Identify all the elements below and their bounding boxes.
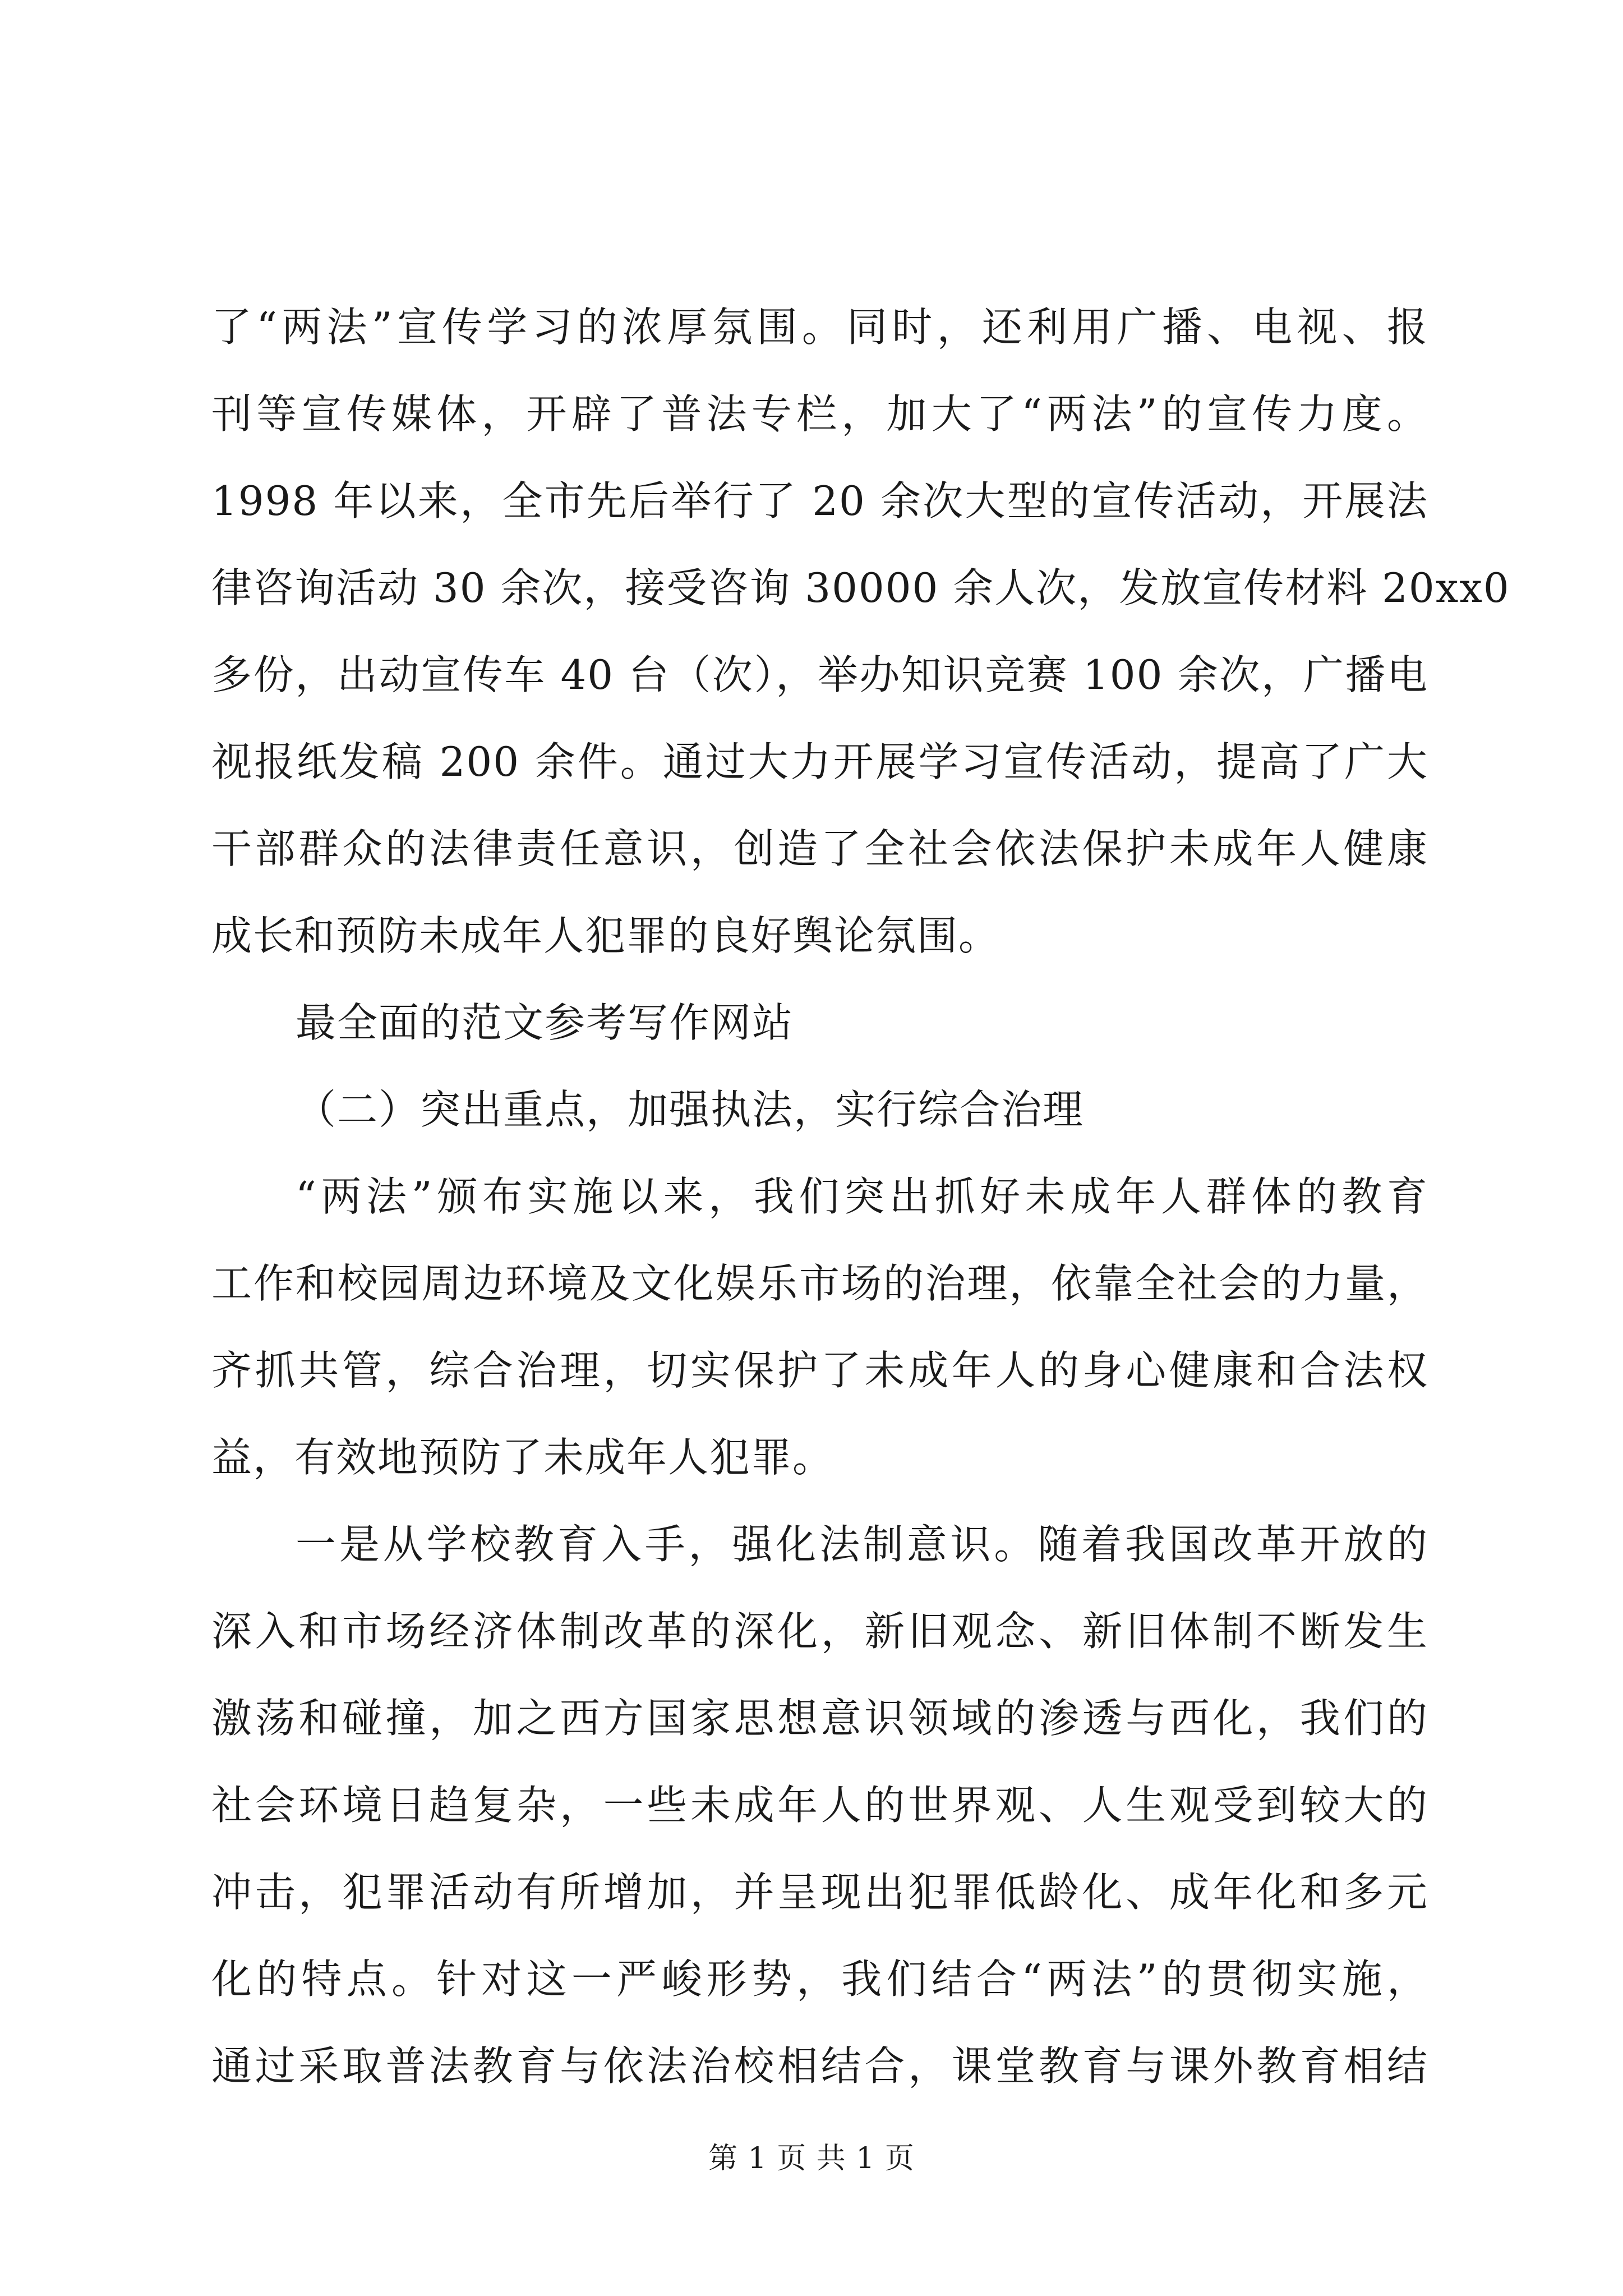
page-number: 第 1 页 共 1 页 xyxy=(708,2142,915,2175)
text-line: 通过采取普法教育与依法治校相结合，课堂教育与课外教育相结 xyxy=(211,2042,1428,2090)
text-line: 激荡和碰撞，加之西方国家思想意识领域的渗透与西化，我们的 xyxy=(211,1694,1428,1742)
text-line: 深入和市场经济体制改革的深化，新旧观念、新旧体制不断发生 xyxy=(211,1607,1428,1655)
text-line: 1998 年以来，全市先后举行了 20 余次大型的宣传活动，开展法 xyxy=(211,477,1428,524)
text-line: 一是从学校教育入手，强化法制意识。随着我国改革开放的 xyxy=(296,1520,1428,1568)
text-line: 视报纸发稿 200 余件。通过大力开展学习宣传活动，提高了广大 xyxy=(211,738,1428,785)
text-line: 了“两法”宣传学习的浓厚氛围。同时，还利用广播、电视、报 xyxy=(211,303,1428,351)
text-line: 多份，出动宣传车 40 台（次），举办知识竞赛 100 余次，广播电 xyxy=(211,651,1428,698)
section-heading: （二）突出重点，加强执法，实行综合治理 xyxy=(296,1085,1085,1133)
text-line: 化的特点。针对这一严峻形势，我们结合“两法”的贯彻实施， xyxy=(211,1955,1428,2003)
text-line: 益，有效地预防了未成年人犯罪。 xyxy=(211,1433,834,1481)
website-note: 最全面的范文参考写作网站 xyxy=(296,999,794,1046)
text-line: 冲击，犯罪活动有所增加，并呈现出犯罪低龄化、成年化和多元 xyxy=(211,1868,1428,1916)
text-line: 刊等宣传媒体，开辟了普法专栏，加大了“两法”的宣传力度。 xyxy=(211,390,1428,438)
text-line: 干部群众的法律责任意识，创造了全社会依法保护未成年人健康 xyxy=(211,825,1428,872)
text-line: 律咨询活动 30 余次，接受咨询 30000 余人次，发放宣传材料 20xx0 xyxy=(211,564,1510,611)
text-line: “两法”颁布实施以来，我们突出抓好未成年人群体的教育 xyxy=(296,1172,1428,1220)
document-body xyxy=(211,283,1510,2109)
text-line: 齐抓共管，综合治理，切实保护了未成年人的身心健康和合法权 xyxy=(211,1346,1428,1394)
text-line: 工作和校园周边环境及文化娱乐市场的治理，依靠全社会的力量， xyxy=(211,1259,1428,1307)
text-line: 成长和预防未成年人犯罪的良好舆论氛围。 xyxy=(211,912,1000,959)
text-line: 社会环境日趋复杂，一些未成年人的世界观、人生观受到较大的 xyxy=(211,1781,1428,1829)
